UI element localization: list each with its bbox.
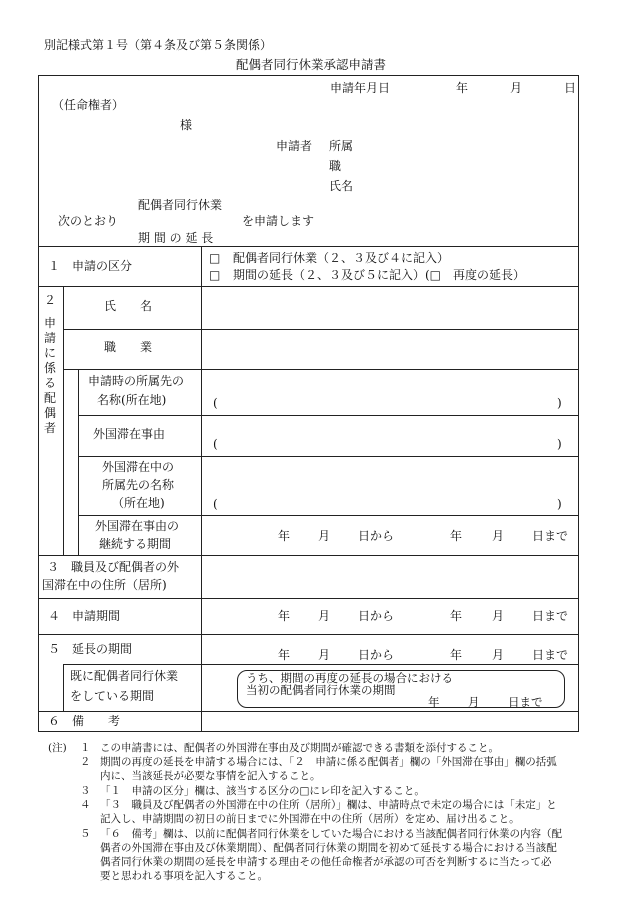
apply-start-from: 日から <box>358 609 395 623</box>
workplace-paren-close: ) <box>557 396 562 410</box>
workplace-paren-open: ( <box>213 396 218 410</box>
bracket-until: 日まで <box>508 695 543 709</box>
note2-number: ２ <box>80 756 91 768</box>
apply-end-until: 日まで <box>532 609 569 623</box>
note5-text-line3: 偶者同行休業の期間の延長を申請する理由その他任命権者が承認の可否を判断するに当たって必 <box>100 856 552 868</box>
ext-end-month: 月 <box>492 648 505 662</box>
stay-end-year: 年 <box>450 529 463 543</box>
ext-start-year: 年 <box>278 648 291 662</box>
bracket-year: 年 <box>428 695 440 709</box>
apply-start-year: 年 <box>278 609 291 623</box>
stay-period-label-line2: 継続する期間 <box>99 537 172 551</box>
reason-paren-open: ( <box>213 437 218 451</box>
stay-period-label-line1: 外国滞在事由の <box>95 519 180 533</box>
stay-start-from: 日から <box>358 529 395 543</box>
bracket-text-line1: うち、期間の再度の延長の場合における <box>246 671 453 685</box>
section1-option-extension: 期間の延長（２、３及び５に記入）(□ 再度の延長） <box>233 268 526 282</box>
section5-label: ５ 延長の期間 <box>48 642 133 656</box>
section6-label: ６ 備 考 <box>48 714 121 728</box>
note3-text: 「１ 申請の区分」欄は、該当する区分の□にレ印を記入すること。 <box>100 785 425 797</box>
notes-head: (注) <box>48 742 67 754</box>
date-month: 月 <box>510 81 523 95</box>
date-day: 日 <box>564 81 577 95</box>
apply-start-month: 月 <box>318 609 331 623</box>
request-intro: 次のとおり <box>58 214 119 228</box>
foreign-stay-reason-label: 外国滞在事由 <box>93 427 166 441</box>
foreign-workplace-line1: 外国滞在中の <box>102 460 175 474</box>
addressee-sama: 様 <box>180 118 193 132</box>
request-option-extension: 期 間 の 延 長 <box>138 231 214 245</box>
note1-text: この申請書には、配偶者の外国滞在事由及び期間が確認できる書類を添付すること。 <box>100 742 499 754</box>
workplace-label-line1: 申請時の所属先の <box>88 374 185 388</box>
note1-number: １ <box>80 742 91 754</box>
foreign-workplace-line2: 所属先の名称 <box>102 478 175 492</box>
section1-label: １ 申請の区分 <box>48 259 133 273</box>
note5-text-line4: 要と思われる事項を記入すること。 <box>100 870 268 882</box>
bracket-text-line2: 当初の配偶者同行休業の期間 <box>246 683 396 697</box>
applicant-label: 申請者 <box>276 139 313 153</box>
foreign-workplace-paren-close: ) <box>557 497 562 511</box>
application-date-label: 申請年月日 <box>330 81 391 95</box>
section3-label-line2: 国滞在中の住所（居所) <box>42 578 167 592</box>
apply-end-year: 年 <box>450 609 463 623</box>
ext-start-month: 月 <box>318 648 331 662</box>
section2-vertical-label: 申請に係る配偶者 <box>43 316 56 435</box>
ext-end-until: 日まで <box>532 648 569 662</box>
applicant-name-label: 氏名 <box>329 179 354 193</box>
stay-end-month: 月 <box>492 529 505 543</box>
note2-text-line2: 内に、当該延長が必要な事情を記入すること。 <box>100 770 321 782</box>
request-option-leave: 配偶者同行休業 <box>138 198 223 212</box>
section2-number: ２ <box>44 293 57 307</box>
date-year: 年 <box>456 81 469 95</box>
applicant-position-label: 職 <box>329 159 342 173</box>
note3-number: ３ <box>80 785 91 797</box>
appointing-authority-label: （任命権者） <box>52 98 125 112</box>
reason-paren-close: ) <box>557 437 562 451</box>
stay-start-year: 年 <box>278 529 291 543</box>
bracket-month: 月 <box>468 695 480 709</box>
request-text: を申請します <box>242 214 315 228</box>
section1-checkbox-leave[interactable]: □ <box>209 251 221 265</box>
foreign-workplace-paren-open: ( <box>213 497 218 511</box>
stay-start-month: 月 <box>318 529 331 543</box>
already-on-leave-line2: をしている期間 <box>70 689 155 703</box>
apply-end-month: 月 <box>492 609 505 623</box>
spouse-job-label: 職 業 <box>104 340 153 354</box>
section4-label: ４ 申請期間 <box>48 609 121 623</box>
note4-text-line1: 「３ 職員及び配偶者の外国滞在中の住所（居所）」欄は、申請時点で未定の場合には「未定」と <box>100 799 557 811</box>
already-on-leave-line1: 既に配偶者同行休業 <box>70 669 179 683</box>
section3-label-line1: ３ 職員及び配偶者の外 <box>47 560 180 574</box>
stay-end-until: 日まで <box>532 529 569 543</box>
note5-text-line1: 「６ 備考」欄は、以前に配偶者同行休業をしていた場合における当該配偶者同行休業の内容（配 <box>100 828 562 840</box>
spouse-name-label: 氏 名 <box>104 299 153 313</box>
note5-text-line2: 偶者の外国滞在事由及び休業期間）、配偶者同行休業の期間を初めて延長する場合における当該配 <box>100 842 557 854</box>
note2-text-line1: 期間の再度の延長を申請する場合には、「２ 申請に係る配偶者」欄の「外国滞在事由」欄の括弧 <box>100 756 557 768</box>
workplace-label-line2: 名称(所在地) <box>97 393 167 407</box>
section1-option-leave: 配偶者同行休業（２、３及び４に記入） <box>233 251 450 265</box>
applicant-affiliation-label: 所属 <box>329 139 354 153</box>
section1-checkbox-extension[interactable]: □ <box>209 268 221 282</box>
foreign-workplace-line3: （所在地) <box>112 496 165 510</box>
ext-start-from: 日から <box>358 648 395 662</box>
note4-number: ４ <box>80 799 91 811</box>
form-title: 配偶者同行休業承認申請書 <box>236 57 387 72</box>
form-number: 別記様式第１号（第４条及び第５条関係） <box>44 38 273 52</box>
note4-text-line2: 記入し、申請期間の初日の前日までに外国滞在中の住所（居所）を定め、届け出ること。 <box>100 813 520 825</box>
note5-number: ５ <box>80 828 91 840</box>
ext-end-year: 年 <box>450 648 463 662</box>
